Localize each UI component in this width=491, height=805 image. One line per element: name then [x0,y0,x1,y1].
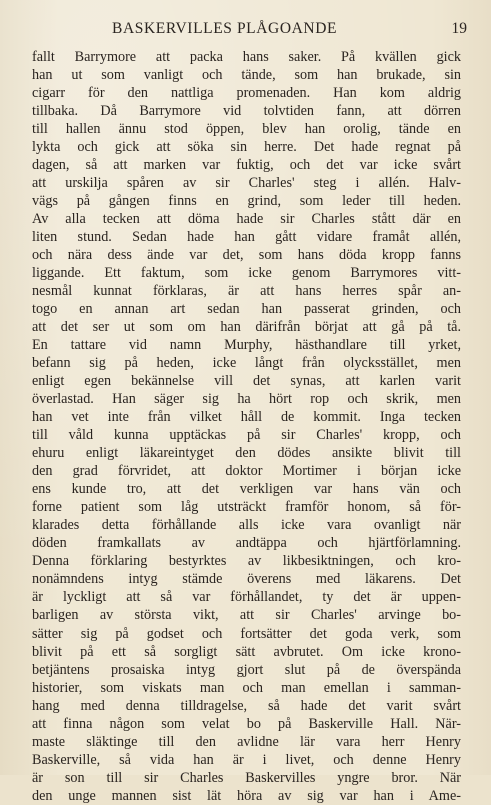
text-line: Denna förklaring bestyrktes av likbesiktningen, och kro- [32,553,461,570]
text-line: den grad förvridet, att doktor Mortimer i början icke [32,463,461,480]
text-line: togo en annan art sedan han passerat grinden, och [32,301,461,318]
text-line: till våld kunna upptäckas på sir Charles' kropp, och [32,427,461,444]
text-line: är lyckligt att så var förhållandet, ty det är uppen- [32,589,461,606]
text-line: döden framkallats av andtäppa och hjärtförlamning. [32,535,461,552]
text-line: vägs på gången finns en grind, som leder till heden. [32,193,461,210]
text-line: liggande. Ett faktum, som icke genom Barrymores vitt- [32,265,461,282]
text-line: maste släktinge till den avlidne lär vara herr Henry [32,733,461,750]
text-line: forne patient som låg utsträckt framför honom, så för- [32,499,461,516]
text-line: historier, som viskats man och man emellan i samman- [32,679,461,696]
text-line: En tattare vid namn Murphy, hästhandlare till yrket, [32,337,461,354]
page-number: 19 [451,20,467,37]
text-line: överlastad. Han säger sig ha hört rop och skrik, men [32,391,461,408]
running-head: BASKERVILLES PLÅGOANDE [112,20,338,37]
text-line: blivit på ett så sorgligt sätt avbrutet. Om icke krono- [32,643,461,660]
text-line: cigarr för den nattliga promenaden. Han kom aldrig [32,85,461,102]
text-line: sätter sig på godset och fortsätter det goda verk, som [32,625,461,642]
text-line: ens kunde tro, att det verkligen var hans vän och [32,481,461,498]
text-line: han ut som vanligt och tände, som han brukade, sin [32,67,461,84]
text-line: lykta och gick att söka sin herre. Det hade regnat på [32,139,461,156]
text-line: att det ser ut som om han därifrån börjat att gå på tå. [32,319,461,336]
text-line: nonämndens intyg stämde överens med läkarens. Det [32,571,461,588]
text-line: och nära dess ände var det, som hans döda kropp fanns [32,247,461,264]
text-line: Baskerville, så vida han är i livet, och denne Henry [32,751,461,768]
text-line: att finna någon som velat bo på Baskerville Hall. När- [32,715,461,732]
text-line: Av alla tecken att döma hade sir Charles stått där en [32,211,461,228]
text-line: liten stund. Sedan hade han gått vidare framåt allén, [32,229,461,246]
text-line: är son till sir Charles Baskervilles yngre bror. När [32,769,461,786]
text-line: den unge mannen sist lät höra av sig var han i Ame- [32,787,461,804]
text-line: enligt egen bekännelse vill det synas, att karlen varit [32,373,461,390]
text-line: han vet inte från vilket håll de kommit. Inga tecken [32,409,461,426]
text-line: betjäntens prosaiska intyg gjort slut på de överspända [32,661,461,678]
page-header [0,20,491,42]
text-line: befann sig på heden, icke långt från olycksstället, men [32,355,461,372]
text-line: att urskilja spåren av sir Charles' steg i allén. Halv- [32,175,461,192]
text-line: tillbaka. Då Barrymore vid tolvtiden fann, att dörren [32,103,461,120]
text-line: nesmål kunnat förklaras, är att hans herres spår an- [32,283,461,300]
text-line: barligen av största vikt, att sir Charles' arvinge bo- [32,607,461,624]
text-line: till hallen ännu stod öppen, blev han orolig, tände en [32,121,461,138]
text-line: hang med denna tilldragelse, så hade det varit svårt [32,697,461,714]
text-line: ehuru enligt läkareintyget den dödes ansikte blivit till [32,445,461,462]
text-line: dagen, så att marken var fuktig, och det var icke svårt [32,157,461,174]
body-text [32,48,461,805]
text-line: klarades detta förhållande alls icke vara ovanligt när [32,517,461,534]
text-line: fallt Barrymore att packa hans saker. På kvällen gick [32,49,461,65]
